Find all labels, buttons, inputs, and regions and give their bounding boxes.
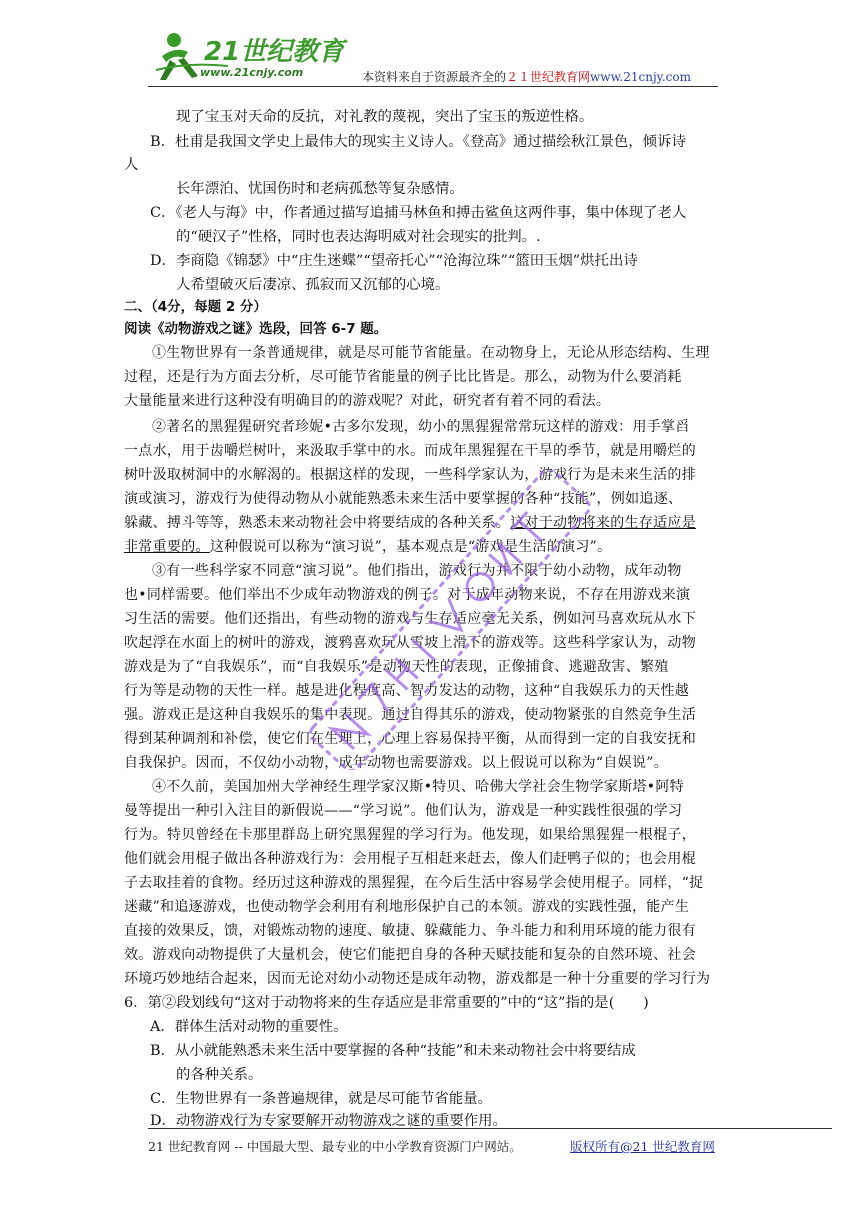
option-d-line1: D．李商隐《锦瑟》中“庄生迷蝶”“望帝托心”“沧海泣珠”“篮田玉烟”烘托出诗 [150,253,638,269]
passage-line: 他们就会用棍子做出各种游戏行为：会用棍子互相赶来赶去，像人们赶鸭子似的；也会用棍 [124,851,696,867]
header-note: 本资料来自于资源最齐全的２１世纪教育网www.21cnjy.com [362,70,691,84]
passage-line: 自我保护。因而，不仅幼小动物，成年动物也需要游戏。以上假说可以称为“自娱说”。 [124,755,669,771]
question-6-option-b: B．从小就能熟悉未来生活中要掌握的各种“技能”和未来动物社会中将要结成 [150,1043,636,1059]
footer-text: 21 世纪教育网 -- 中国最大型、最专业的中小学教育资源门户网站。 [148,1139,522,1154]
footer-copyright-link[interactable]: 版权所有@21 世纪教育网 [570,1139,715,1154]
passage-line: 直接的效果反，馈，对锻炼动物的速度、敏捷、躲藏能力、争斗能力和利用环境的能力很有 [124,923,696,939]
passage-line: 效。游戏向动物提供了大量机会，使它们能把自身的各种天赋技能和复杂的自然环境、社会 [124,947,696,963]
passage-line: ①生物世界有一条普通规律，就是尽可能节省能量。在动物身上，无论从形态结构、生理 [152,345,710,361]
underlined-sentence: 这对于动物将来的生存适应是 [510,515,697,531]
passage-line: 一点水，用于齿嚼烂树叶，来汲取手掌中的水。而成年黑猩猩在干旱的季节，就是用嚼烂的 [124,443,696,459]
passage-line: 得到某种调剂和补偿，使它们在生理上，心理上容易保持平衡，从而得到一定的自我安抚和 [124,731,696,747]
question-6-option-d: D．动物游戏行为专家要解开动物游戏之谜的重要作用。 [150,1113,507,1129]
question-6-option-c: C．生物世界有一条普遍规律，就是尽可能节省能量。 [150,1091,492,1107]
passage-line: 过程，还是行为方面去分析，尽可能节省能量的例子比比皆是。那么，动物为什么要消耗 [124,369,682,385]
passage-line: 行为。特贝曾经在卡那里群岛上研究黑猩猩的学习行为。他发现，如果给黑猩猩一根棍子， [124,827,696,843]
passage-line: 曼等提出一种引入注目的新假说——“学习说”。他们认为，游戏是一种实践性很强的学习 [124,803,683,819]
question-6-option-b-wrap: 的各种关系。 [176,1067,263,1083]
passage-line: 游戏是为了“自我娱乐”，而“自我娱乐”是动物天性的表现，正像捕食、逃避敌害、繁殖 [124,659,669,675]
passage-line: 环境巧妙地结合起来，因而无论对幼小动物还是成年动物，游戏都是一种十分重要的学习行为 [124,971,711,987]
question-6-stem: 6．第②段划线句“这对于动物将来的生存适应是非常重要的”中的“这”指的是( ) [124,995,649,1011]
passage-line: 大量能量来进行这种没有明确目的的游戏呢？对此，研究者有着不同的看法。 [124,393,611,409]
passage-line: ③有一些科学家不同意“演习说”。他们指出，游戏行为并不限于幼小动物，成年动物 [152,563,682,579]
logo-url: www.21cnjy.com [200,66,304,79]
option-c-line2: 的“硬汉子”性格，同时也表达海明威对社会现实的批判。. [176,229,541,245]
passage-line: 躲藏、搏斗等等，熟悉未来动物社会中将要结成的各种关系。这对于动物将来的生存适应是 [124,515,697,531]
passage-line: 吹起浮在水面上的树叶的游戏，渡鸦喜欢玩从雪坡上滑下的游戏等。这些科学家认为，动物 [124,635,696,651]
passage-line: 强。游戏正是这种自我娱乐的集中表现。通过自得其乐的游戏，使动物紧张的自然竞争生活 [124,707,696,723]
passage-line: 习生活的需要。他们还指出，有些动物的游戏与生存适应毫无关系，例如河马喜欢玩从水下 [124,611,696,627]
option-b-wrap: 人 [124,157,139,173]
passage-line: 子去取挂着的食物。经历过这种游戏的黑猩猩，在今后生活中容易学会使用棍子。同样，“捉 [124,875,704,891]
option-c-line1: C．《老人与海》中，作者通过描写追捕马林鱼和搏击鲨鱼这两件事，集中体现了老人 [150,205,687,221]
passage-line: 也•同样需要。他们举出不少成年动物游戏的例子。对于成年动物来说，不存在用游戏来演 [124,587,691,603]
header-site-name[interactable]: ２１世纪教育网 [506,70,591,84]
option-b-line2: 长年漂泊、忧国伤时和老病孤愁等复杂感情。 [176,181,464,197]
passage-line: 树叶汲取树洞中的水解渴的。根据这样的发现，一些科学家认为，游戏行为是未来生活的排 [124,467,696,483]
question-6-option-a: A．群体生活对动物的重要性。 [150,1019,348,1035]
section-heading: 二、（4分，每题 2 分） [124,299,267,315]
option-a-continuation: 现了宝玉对天命的反抗，对礼教的蔑视，突出了宝玉的叛逆性格。 [176,109,594,125]
footer-divider [148,1128,832,1129]
site-logo [148,22,348,86]
underlined-sentence-end: 非常重要的。 [124,539,210,555]
reading-instruction: 阅读《动物游戏之谜》选段，回答 6-7 题。 [124,321,388,337]
passage-line: 非常重要的。这种假说可以称为“演习说”，基本观点是“游戏是生活的演习”。 [124,539,612,555]
passage-line: 迷藏”和追逐游戏，也使动物学会利用有利地形保护自己的本领。游戏的实践性强，能产生 [124,899,690,915]
option-b-line1: B．杜甫是我国文学史上最伟大的现实主义诗人。《登高》通过描绘秋江景色，倾诉诗 [150,134,686,150]
option-d-line2: 人希望破灭后凄凉、孤寂而又沉郁的心境。 [176,277,450,293]
header-url[interactable]: www.21cnjy.com [590,70,691,84]
passage-line: 演或演习，游戏行为使得动物从小就能熟悉未来生活中要掌握的各种“技能”，例如追逐、 [124,491,683,507]
passage-line: ②著名的黑猩猩研究者珍妮•古多尔发现，幼小的黑猩猩常常玩这样的游戏：用手掌舀 [152,419,690,435]
header-divider [148,86,718,87]
passage-line: ④不久前，美国加州大学神经生理学家汉斯•特贝、哈佛大学社会生物学家斯塔•阿特 [152,779,684,795]
logo-text: 21世纪教育 [204,37,345,67]
passage-line: 行为等是动物的天性一样。越是进化程度高、智力发达的动物，这种“自我娱乐力的天性越 [124,683,690,699]
